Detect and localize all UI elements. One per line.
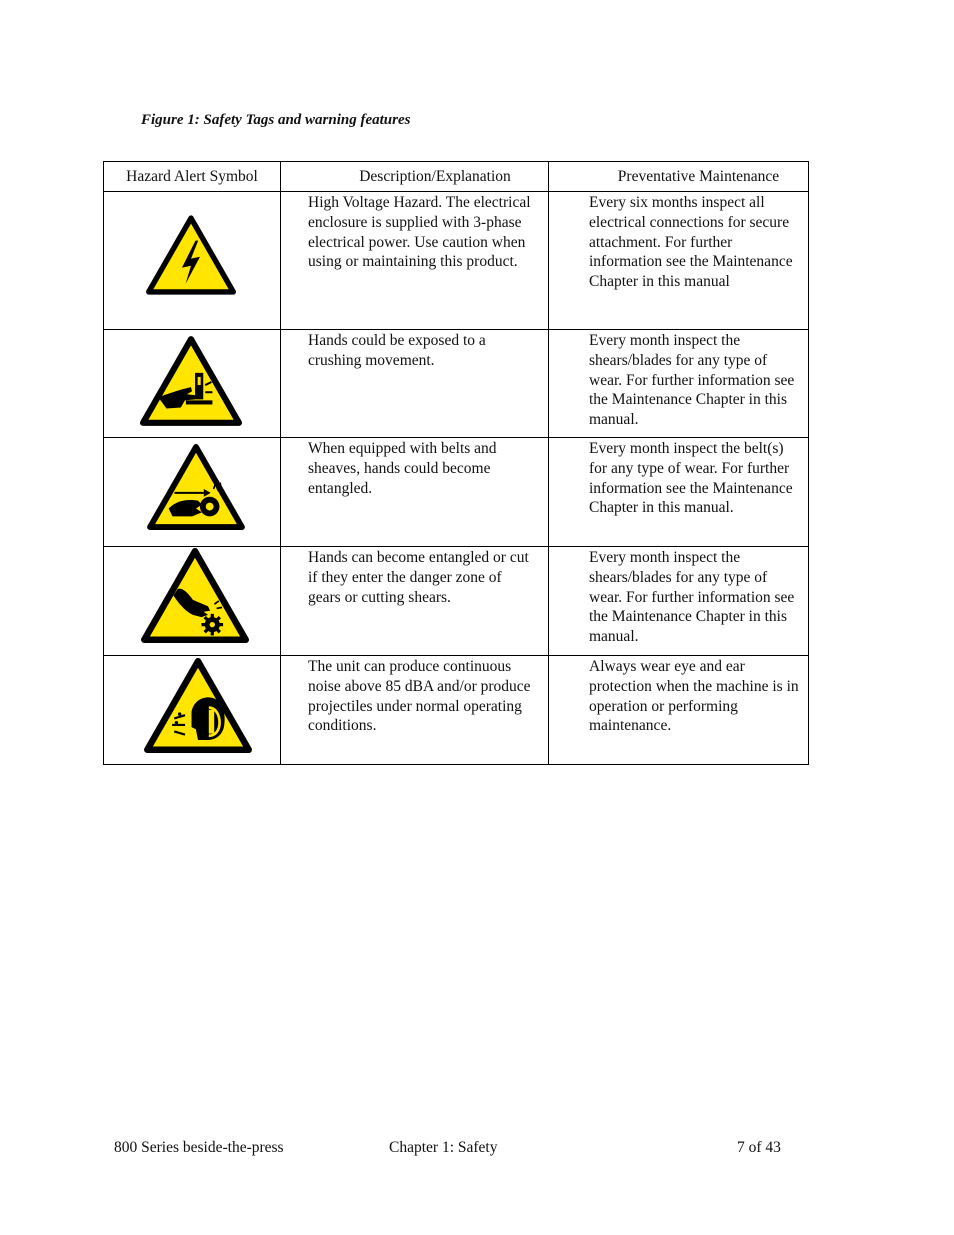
footer-document-title: 800 Series beside-the-press	[114, 1139, 284, 1156]
figure-caption: Figure 1: Safety Tags and warning features	[141, 112, 411, 128]
table-row	[104, 547, 809, 656]
header-hazard-symbol: Hazard Alert Symbol	[104, 162, 281, 192]
high-voltage-warning-icon	[146, 215, 236, 295]
gear-entanglement-warning-icon	[141, 548, 249, 643]
safety-tags-table	[103, 161, 809, 765]
symbol-cell	[104, 656, 281, 765]
symbol-cell	[104, 438, 281, 547]
belt-entanglement-warning-icon	[147, 444, 245, 530]
maintenance-cell: Every month inspect the shears/blades for any type of wear. For further information see the Maintenance Chapter in this manual.	[549, 547, 809, 656]
maintenance-cell: Every month inspect the shears/blades for any type of wear. For further information see the Maintenance Chapter in this manual.	[549, 330, 809, 438]
table-row	[104, 330, 809, 438]
maintenance-cell: Every month inspect the belt(s) for any type of wear. For further information see the Maintenance Chapter in this manual.	[549, 438, 809, 547]
description-cell: Hands could be exposed to a crushing movement.	[281, 330, 549, 438]
symbol-cell	[104, 192, 281, 330]
footer-page-number: 7 of 43	[737, 1139, 781, 1156]
symbol-cell	[104, 330, 281, 438]
description-cell: Hands can become entangled or cut if they enter the danger zone of gears or cutting shears.	[281, 547, 549, 656]
description-cell: The unit can produce continuous noise above 85 dBA and/or produce projectiles under normal operating conditions.	[281, 656, 549, 765]
footer-chapter: Chapter 1: Safety	[389, 1139, 498, 1156]
maintenance-cell: Always wear eye and ear protection when the machine is in operation or performing maintenance.	[549, 656, 809, 765]
description-cell: When equipped with belts and sheaves, hands could become entangled.	[281, 438, 549, 547]
table-row	[104, 192, 809, 330]
eye-ear-protection-warning-icon	[144, 658, 252, 753]
symbol-cell	[104, 547, 281, 656]
table-row	[104, 656, 809, 765]
header-description: Description/Explanation	[281, 162, 549, 192]
hand-crush-warning-icon	[140, 336, 242, 426]
table-row	[104, 438, 809, 547]
description-cell: High Voltage Hazard. The electrical enclosure is supplied with 3-phase electrical power. Use caution when using or maintaining this product.	[281, 192, 549, 330]
maintenance-cell: Every six months inspect all electrical connections for secure attachment. For further information see the Maintenance Chapter in this manual	[549, 192, 809, 330]
header-maintenance: Preventative Maintenance	[549, 162, 809, 192]
table-header-row	[104, 162, 809, 192]
